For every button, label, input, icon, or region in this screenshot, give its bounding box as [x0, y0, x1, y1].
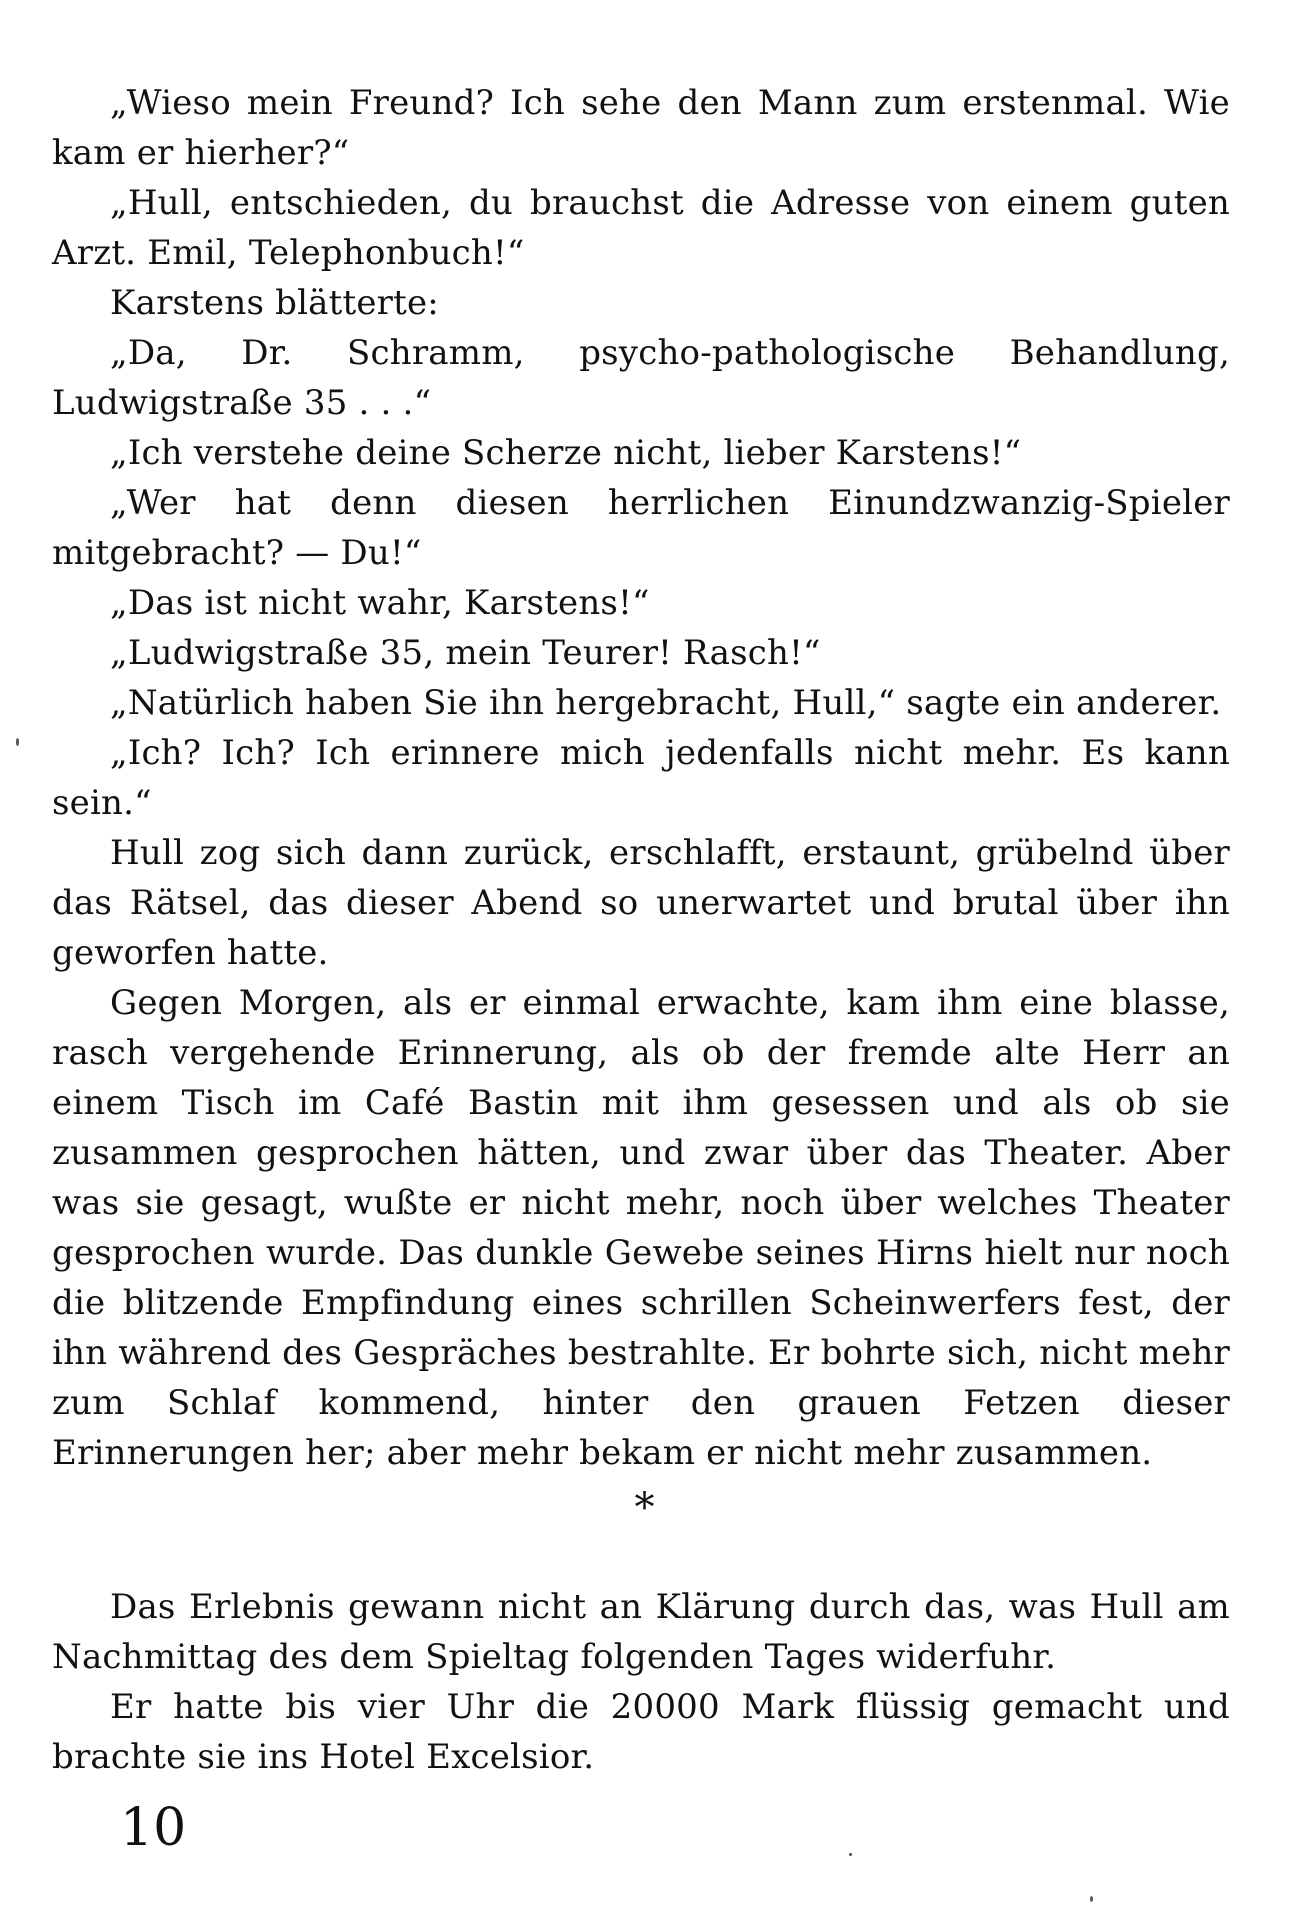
paragraph-3: Karstens blätterte:: [110, 283, 439, 323]
scan-speck: [1090, 1896, 1093, 1902]
paragraph-4: „Da, Dr. Schramm, psycho-pathologische Behandlung, Ludwigstraße 35 . . .“: [52, 333, 1230, 423]
paragraph-2: „Hull, entschieden, du brauchst die Adresse von einem guten Arzt. Emil, Telephonbuch!“: [52, 183, 1230, 273]
page-number: 10: [120, 1798, 187, 1858]
paragraph-12: Gegen Morgen, als er einmal erwachte, kam ihm eine blasse, rasch vergehende Erinnerung, als ob der fremde alte Herr an einem Tisch im Café Bastin mit ihm gesessen und als ob sie zusammen gesprochen hätten, und zwar über das Theater. Aber was sie gesagt, wußte er nicht mehr, noch über welches Theater gesprochen wurde. Das dunkle Gewebe seines Hirns hielt nur noch die blitzende Empfindung eines schrillen Scheinwerfers fest, der ihn während des Gespräches bestrahlte. Er bohrte sich, nicht mehr zum Schlaf kommend, hinter den grauen Fetzen dieser Erinnerungen her; aber mehr bekam er nicht mehr zusammen.: [52, 983, 1230, 1473]
paragraph-7: „Das ist nicht wahr, Karstens!“: [110, 583, 650, 623]
paragraph-6: „Wer hat denn diesen herrlichen Einundzwanzig-Spieler mitgebracht? — Du!“: [52, 483, 1230, 573]
paragraph-14: Er hatte bis vier Uhr die 20000 Mark flüssig gemacht und brachte sie ins Hotel Excelsior.: [52, 1687, 1230, 1777]
paragraph-9: „Natürlich haben Sie ihn hergebracht, Hull,“ sagte ein anderer.: [110, 683, 1222, 723]
paragraph-13: Das Erlebnis gewann nicht an Klärung durch das, was Hull am Nachmittag des dem Spieltag folgenden Tages widerfuhr.: [52, 1587, 1230, 1677]
paragraph-5: „Ich verstehe deine Scherze nicht, lieber Karstens!“: [110, 433, 1022, 473]
scan-speck: [16, 738, 19, 746]
section-separator: *: [634, 1485, 655, 1531]
paragraph-11: Hull zog sich dann zurück, erschlafft, erstaunt, grübelnd über das Rätsel, das dieser Abend so unerwartet und brutal über ihn geworfen hatte.: [52, 833, 1230, 973]
paragraph-1: „Wieso mein Freund? Ich sehe den Mann zum erstenmal. Wie kam er hierher?“: [52, 83, 1230, 173]
paragraph-10: „Ich? Ich? Ich erinnere mich jedenfalls nicht mehr. Es kann sein.“: [52, 733, 1230, 823]
paragraph-8: „Ludwigstraße 35, mein Teurer! Rasch!“: [110, 633, 821, 673]
scan-speck: [849, 1853, 852, 1856]
